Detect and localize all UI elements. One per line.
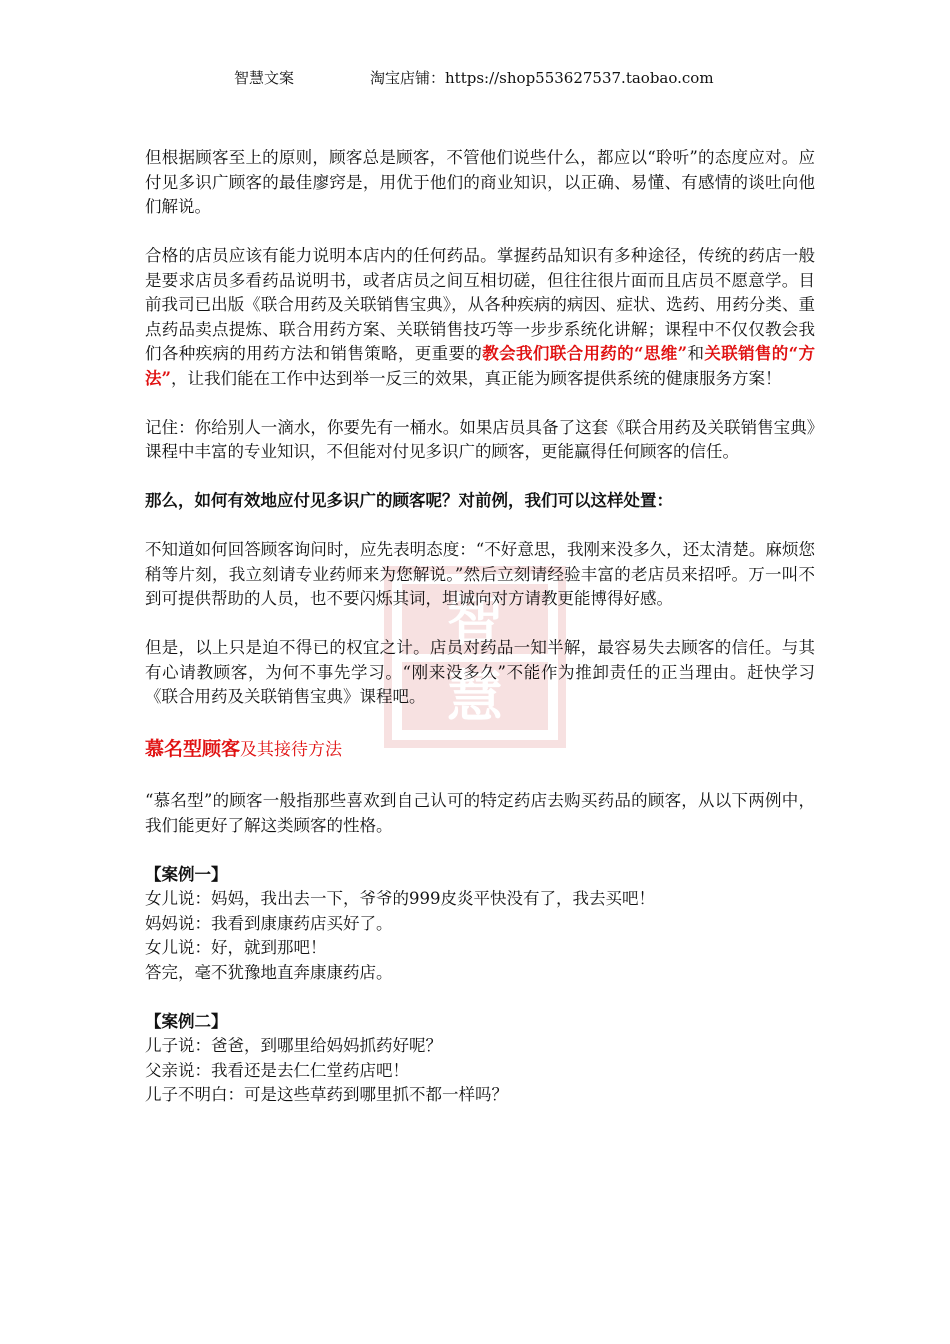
- highlight-thinking: 教会我们联合用药的“思维”: [482, 344, 688, 363]
- case-line: 女儿说：好，就到那吧！: [145, 938, 327, 957]
- section-heading: [145, 734, 815, 765]
- highlight-method: 关联销售的“方法”: [145, 344, 816, 388]
- paragraph-response: 不知道如何回答顾客询问时，应先表明态度：“不好意思，我刚来没多久，还太清楚。麻烦您稍等片刻，我立刻请专业药师来为您解说。”然后立刻请经验丰富的老店员来招呼。万一叫不到可提供帮助的人员，也不要闪烁其词，坦诚向对方请教更能博得好感。: [145, 540, 815, 608]
- svg-text:慧: 慧: [447, 665, 503, 730]
- case-title: 【案例一】: [145, 864, 228, 884]
- page-header: [0, 66, 950, 90]
- brand-name: 智慧文案: [234, 69, 295, 87]
- case-line: 儿子说：爸爸，到哪里给妈妈抓药好呢？: [145, 1036, 442, 1055]
- svg-text:智: 智: [447, 589, 503, 654]
- section-heading-rest: 及其接待方法: [240, 740, 343, 760]
- section-heading-main: 慕名型顾客: [145, 738, 241, 760]
- paragraph-text: ，让我们能在工作中达到举一反三的效果，真正能为顾客提供系统的健康服务方案！: [171, 368, 782, 388]
- case-line: 女儿说：妈妈，我出去一下，爷爷的999皮炎平快没有了，我去买吧！: [145, 889, 655, 908]
- paragraph-conclusion: 但是，以上只是迫不得已的权宜之计。店员对药品一知半解，最容易失去顾客的信任。与其有心请教顾客，为何不事先学习。“刚来没多久”不能作为推卸责任的正当理由。赶快学习《联合用药及关联销售宝典》课程吧。: [145, 638, 815, 706]
- paragraph-text: 合格的店员应该有能力说明本店内的任何药品。掌握药品知识有多种途径，传统的药店一般是要求店员多看药品说明书，或者店员之间互相切磋，但往往很片面而且店员不愿意学。目前我司已出版《联合用药及关联销售宝典》，从各种疾病的病因、症状、选药、用药分类、重点药品卖点提炼、联合用药方案、关联销售技巧等一步步系统化讲解；课程中不仅仅教会我们各种疾病的用药方法和销售策略，更重要的: [145, 246, 815, 363]
- case-line: 妈妈说：我看到康康药店买好了。: [145, 913, 393, 933]
- shop-url: 淘宝店铺：https://shop553627537.taobao.com: [370, 69, 714, 87]
- paragraph-text: 和: [687, 344, 705, 363]
- case-title: 【案例二】: [145, 1011, 228, 1031]
- case-block: [145, 1010, 815, 1108]
- paragraph-question: 那么，如何有效地应付见多识广的顾客呢？对前例，我们可以这样处置：: [145, 491, 673, 510]
- section-intro: “慕名型”的顾客一般指那些喜欢到自己认可的特定药店去购买药品的顾客，从以下两例中，我们能更好了解这类顾客的性格。: [145, 791, 815, 835]
- case-line: 儿子不明白：可是这些草药到哪里抓不都一样吗？: [145, 1085, 508, 1104]
- paragraph-qualified-clerk: [145, 244, 815, 391]
- case-line: 答完，毫不犹豫地直奔康康药店。: [145, 962, 393, 982]
- paragraph-remember: 记住：你给别人一滴水，你要先有一桶水。如果店员具备了这套《联合用药及关联销售宝典》课程中丰富的专业知识，不但能对付见多识广的顾客，更能赢得任何顾客的信任。: [145, 417, 815, 461]
- document-body: [145, 146, 815, 1132]
- case-line: 父亲说：我看还是去仁仁堂药店吧！: [145, 1060, 409, 1080]
- case-block: [145, 863, 815, 986]
- paragraph-listening: 但根据顾客至上的原则，顾客总是顾客，不管他们说些什么，都应以“聆听”的态度应对。应付见多识广顾客的最佳廖窍是，用优于他们的商业知识，以正确、易懂、有感情的谈吐向他们解说。: [145, 148, 815, 216]
